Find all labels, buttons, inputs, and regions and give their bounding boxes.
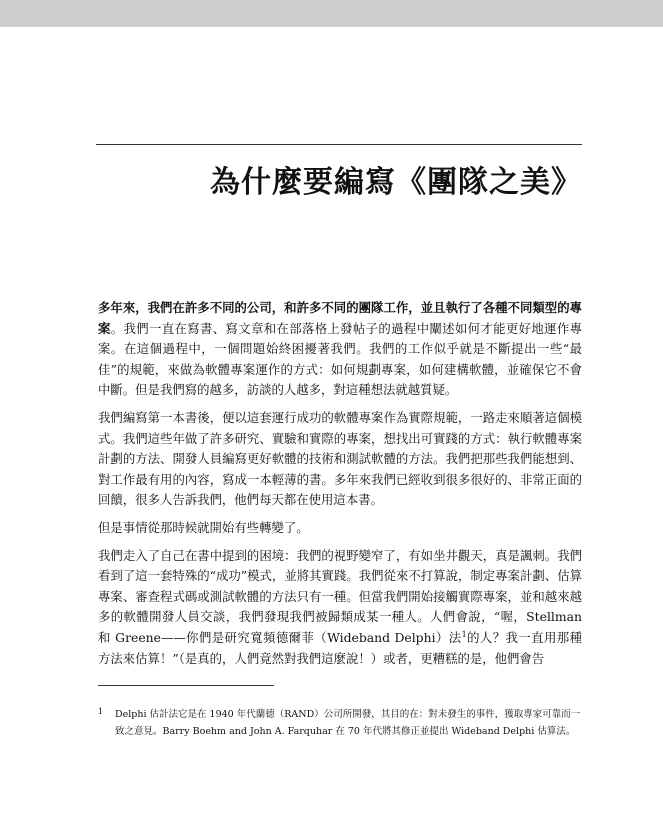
- paragraph-4-text-after: 的人？我一直用那種方法來估算！”（是真的，人們竟然對我們這麼說！）或者，更糟糕的是，他們會告: [98, 629, 582, 666]
- paragraph-1-text: 。我們一直在寫書、寫文章和在部落格上發帖子的過程中闡述如何才能更好地運作專案。在這個過程中，一個問題始終困擾著我們。我們的工作似乎就是不斷提出一些“最佳”的規範，來做為軟體專案運作的方式：如何規劃專案，如何建構軟體，並確保它不會中斷。但是我們寫的越多，訪談的人越多，對這種想法就越質疑。: [98, 320, 583, 398]
- paragraph-3: 但是事情從那時候就開始有些轉變了。: [98, 519, 309, 535]
- top-bar: [0, 0, 663, 27]
- chapter-top-rule: [96, 144, 582, 145]
- chapter-title: 為什麼要編寫《團隊之美》: [210, 165, 582, 200]
- footnote-mark: 1: [98, 707, 104, 716]
- lead-sentence: 多年來，我們在許多不同的公司，和許多不同的團隊工作，並且執行了各種不同類型的專案: [98, 300, 582, 336]
- footnote-text: Delphi 估計法它是在 1940 年代蘭德（RAND）公司所開發，其目的在：對未發生的事件，獲取專家可靠而一致之意見。Barry Boehm and John A. Farquhar 在 70 年代將其修正並提出 Wideband Delphi 估算法。: [115, 709, 581, 737]
- footnote-rule: [98, 685, 274, 686]
- paragraph-4: [98, 546, 582, 670]
- paragraph-2: 我們編寫第一本書後，便以這套運行成功的軟體專案作為實際規範，一路走來順著這個模式。我們這些年做了許多研究、實驗和實際的專案，想找出可實踐的方式：執行軟體專案計劃的方法、開發人員編寫更好軟體的技術和測試軟體的方法。我們把那些我們能想到、對工作最有用的內容，寫成一本輕薄的書。多年來我們已經收到很多很好的、非常正面的回饋，很多人告訴我們，他們每天都在使用這本書。: [98, 409, 582, 508]
- paragraph-4-text-before: 我們走入了自己在書中提到的困境：我們的視野變窄了，有如坐井觀天，真是諷刺。我們看到了這一套特殊的“成功”模式，並將其實踐。我們從來不打算說，制定專案計劃、估算專案、審查程式碼或測試軟體的方法只有一種。但當我們開始接觸實際專案，並和越來越多的軟體開發人員交談，我們發現我們被歸類成某一種人。人們會說，“喔，Stellman 和 Greene——你們是研究寬頻德爾菲（Wideband Delphi）法: [98, 547, 582, 645]
- footnote: [98, 706, 584, 740]
- footnote-reference[interactable]: 1: [461, 629, 467, 639]
- body-text: [98, 298, 582, 676]
- paragraph-1: [98, 298, 582, 401]
